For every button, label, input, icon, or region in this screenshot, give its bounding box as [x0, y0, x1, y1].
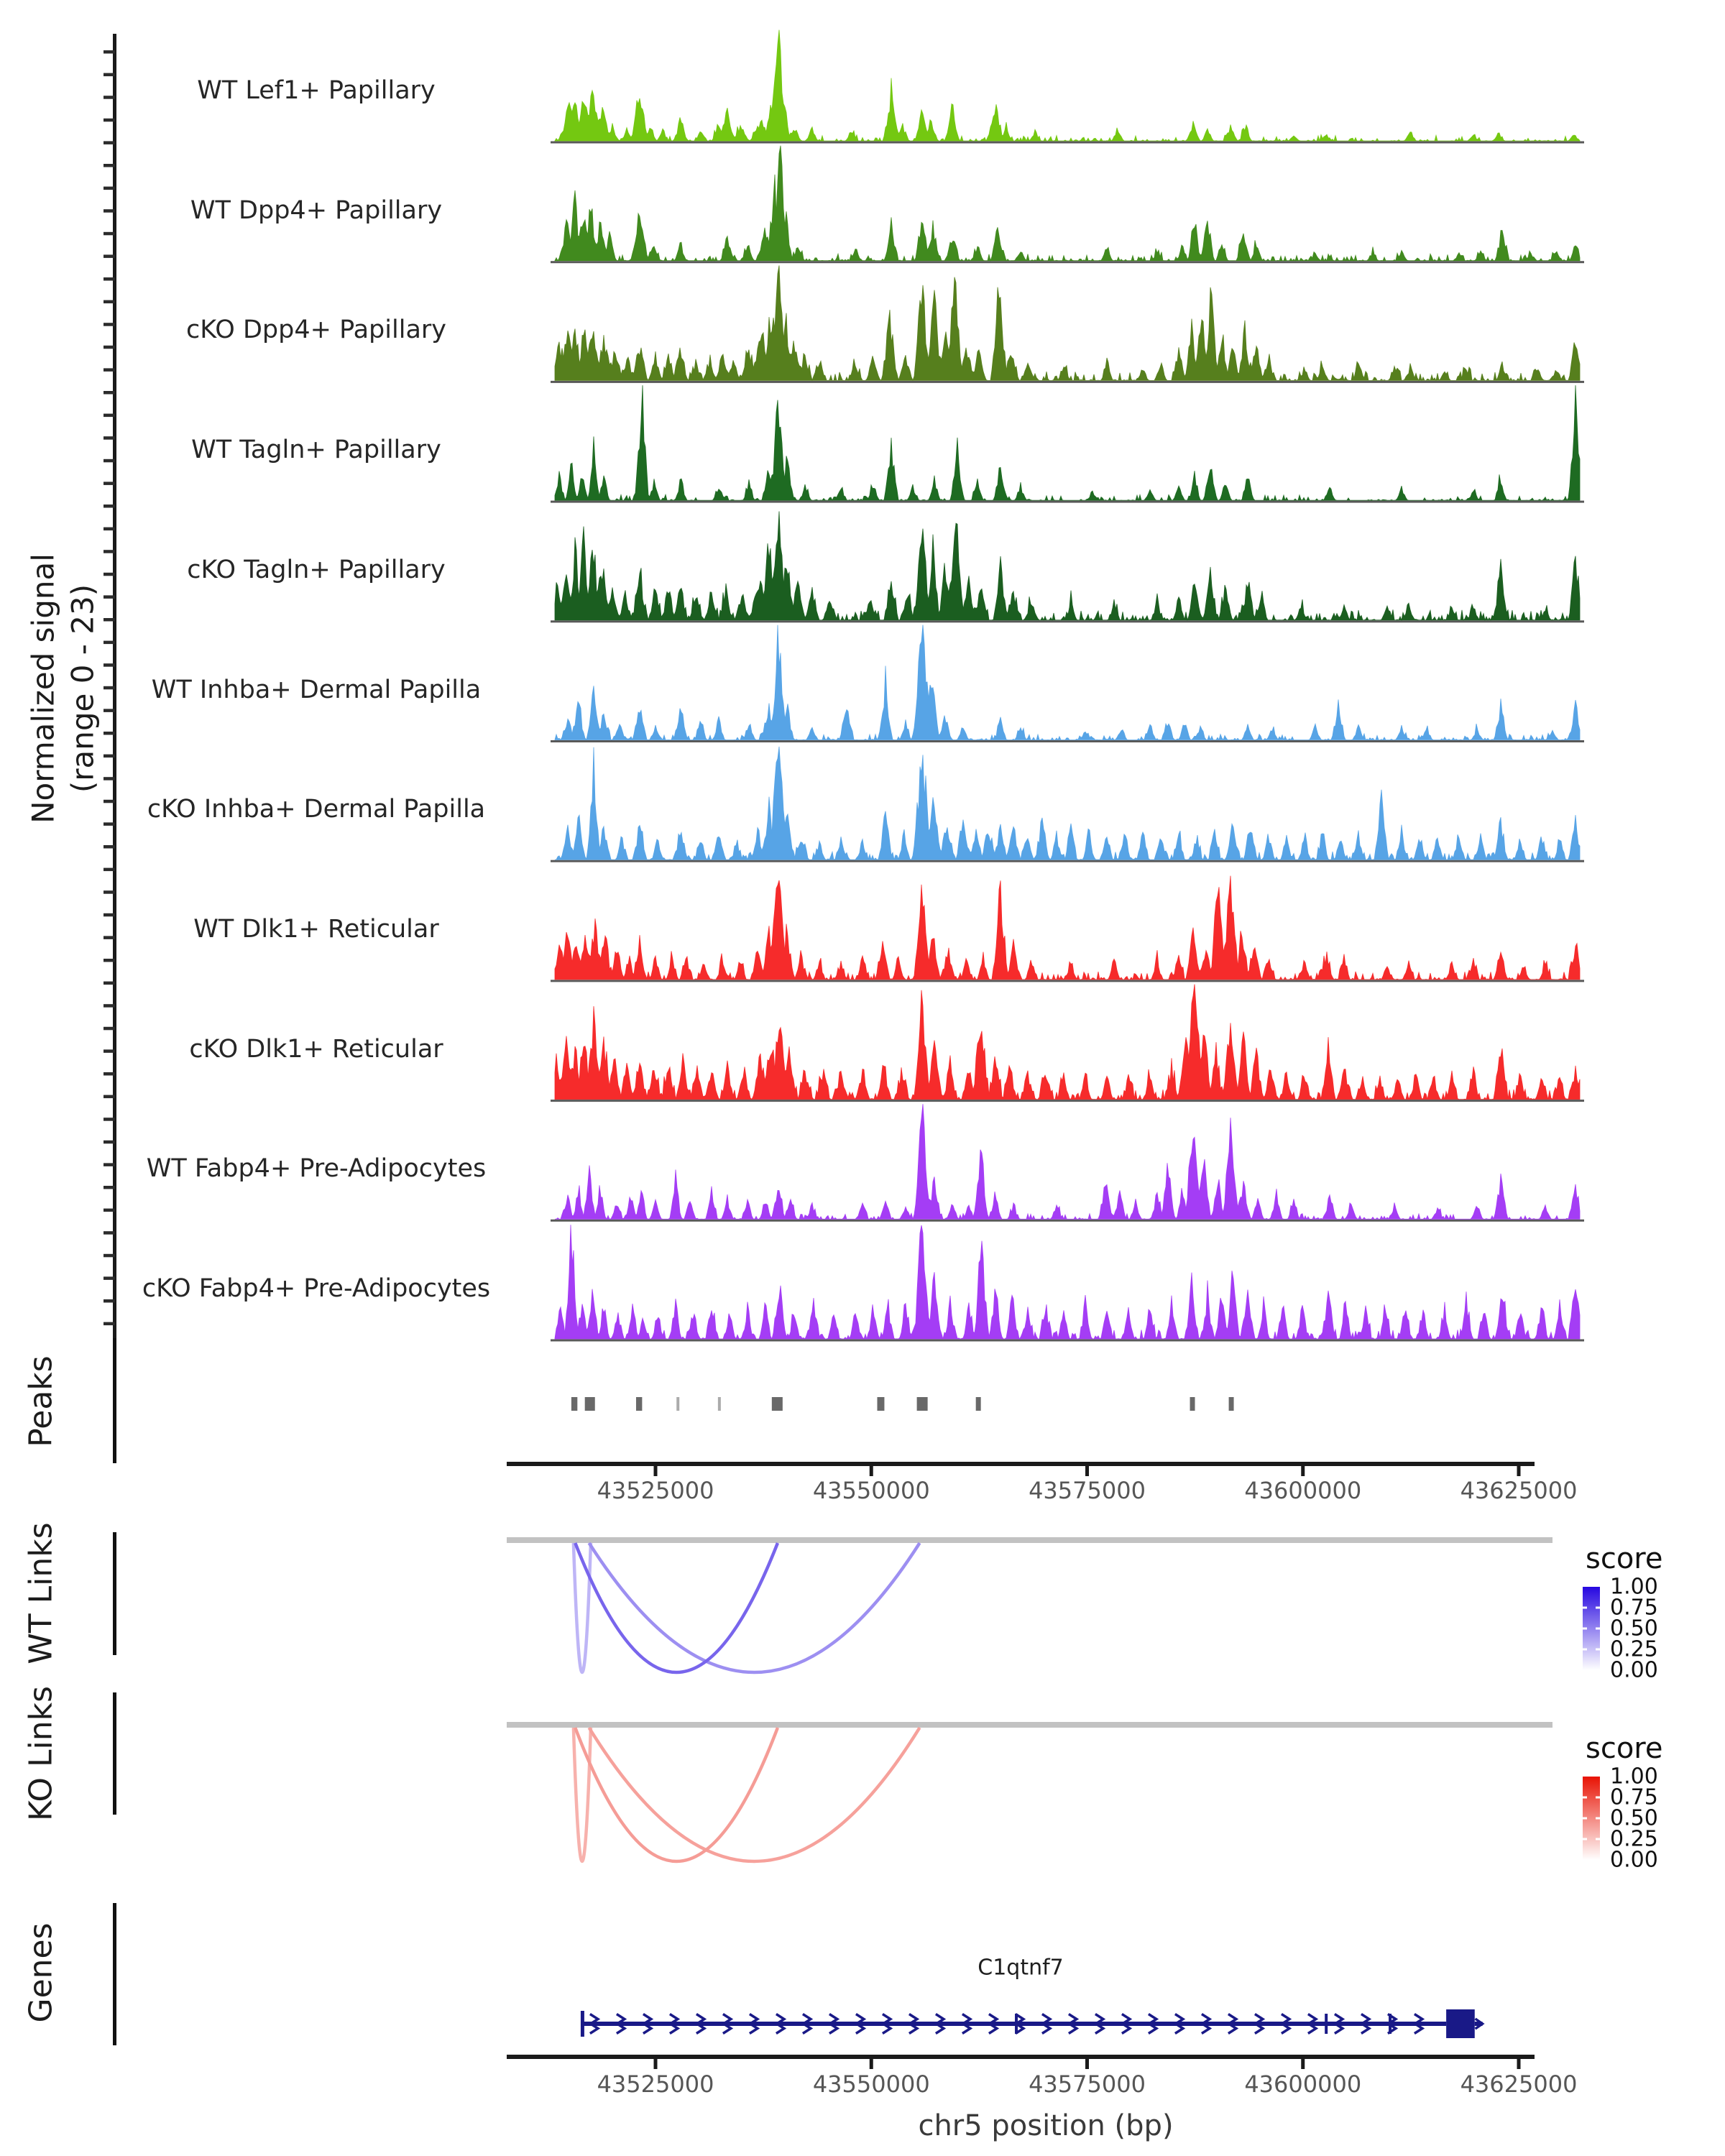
score-legend-tick: 1.00	[1610, 1764, 1658, 1789]
score-legend-tick: 0.25	[1610, 1826, 1658, 1852]
y-axis-label	[24, 553, 102, 824]
x-tick-label: 43575000	[1029, 2070, 1146, 2098]
track-label: WT Tagln+ Papillary	[191, 436, 441, 465]
x-tick-label: 43575000	[1029, 1477, 1146, 1504]
y-axis-label-line2: (range 0 - 23)	[65, 584, 100, 793]
wt-links-panel-label: WT Links	[22, 1522, 60, 1664]
x-tick-label: 43625000	[1460, 2070, 1578, 2098]
score-legend-tick: 0.50	[1610, 1805, 1658, 1831]
track-label: WT Fabp4+ Pre-Adipocytes	[146, 1154, 487, 1184]
score-legend-tick: 0.00	[1610, 1657, 1658, 1683]
peaks-panel-label: Peaks	[22, 1355, 60, 1447]
track-label: cKO Dlk1+ Reticular	[189, 1034, 443, 1064]
x-tick-label: 43625000	[1460, 1477, 1578, 1504]
ko-score-legend-title: score	[1586, 1732, 1663, 1765]
wt-score-legend-title: score	[1586, 1542, 1663, 1575]
x-tick-label: 43550000	[812, 1477, 930, 1504]
x-tick-label: 43525000	[597, 1477, 714, 1504]
x-tick-label: 43600000	[1244, 1477, 1362, 1504]
track-label: WT Lef1+ Papillary	[197, 76, 436, 105]
track-label: WT Dpp4+ Papillary	[190, 195, 443, 225]
genes-panel-label: Genes	[22, 1922, 60, 2023]
x-tick-label: 43600000	[1244, 2070, 1362, 2098]
track-label: cKO Dpp4+ Papillary	[186, 315, 446, 345]
score-legend-tick: 0.00	[1610, 1847, 1658, 1873]
x-tick-label: 43550000	[812, 2070, 930, 2098]
track-label: WT Inhba+ Dermal Papilla	[151, 675, 482, 704]
gene-name-label: C1qtnf7	[978, 1955, 1064, 1981]
track-label: cKO Inhba+ Dermal Papilla	[147, 795, 486, 824]
y-axis-label-line1: Normalized signal	[25, 553, 61, 824]
score-legend-tick: 0.75	[1610, 1595, 1658, 1621]
x-axis-title: chr5 position (bp)	[918, 2109, 1174, 2142]
x-tick-label: 43525000	[597, 2070, 714, 2098]
track-label: cKO Fabp4+ Pre-Adipocytes	[142, 1274, 491, 1303]
score-legend-tick: 0.25	[1610, 1636, 1658, 1662]
score-legend-tick: 0.75	[1610, 1784, 1658, 1810]
score-legend-tick: 0.50	[1610, 1616, 1658, 1641]
track-label: WT Dlk1+ Reticular	[193, 914, 439, 944]
score-legend-tick: 1.00	[1610, 1574, 1658, 1600]
ko-links-panel-label: KO Links	[22, 1685, 60, 1822]
track-label: cKO Tagln+ Papillary	[187, 555, 446, 584]
